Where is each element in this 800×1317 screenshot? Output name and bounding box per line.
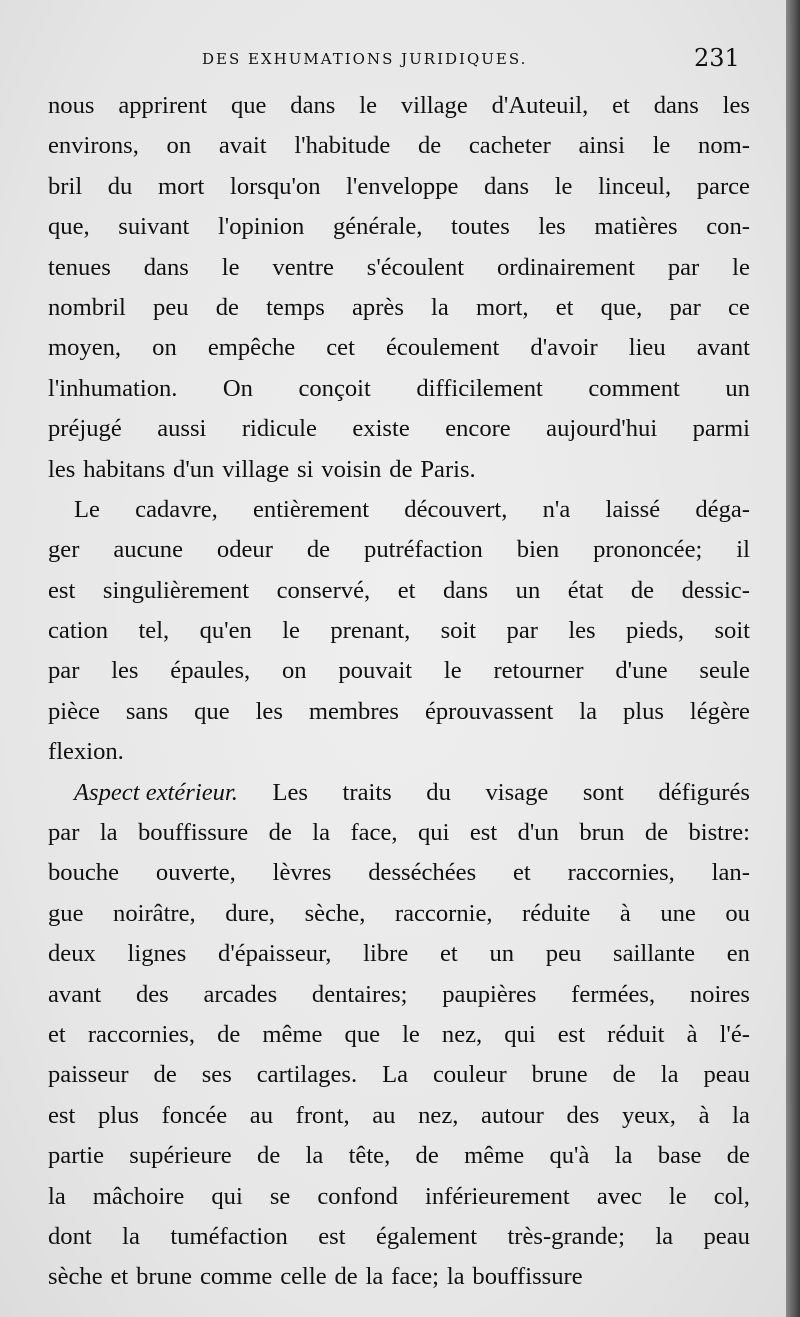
word: à bbox=[619, 899, 631, 927]
word: les bbox=[48, 455, 76, 483]
word: plus bbox=[622, 697, 664, 725]
word: n'a bbox=[542, 495, 571, 523]
word: générale, bbox=[332, 213, 423, 241]
word: face, bbox=[350, 819, 398, 847]
word: tuméfaction bbox=[170, 1222, 288, 1250]
word: réduite bbox=[522, 899, 591, 927]
text-line bbox=[48, 450, 750, 490]
word: Paris. bbox=[420, 455, 476, 483]
word: raccornies, bbox=[567, 859, 675, 887]
word: la bbox=[614, 1142, 633, 1170]
word: matières bbox=[594, 213, 678, 241]
word: base bbox=[657, 1142, 702, 1170]
word: l'enveloppe bbox=[346, 172, 459, 200]
word: ordinairement bbox=[496, 253, 635, 281]
word: toutes bbox=[451, 213, 510, 241]
word: le bbox=[221, 253, 240, 281]
word: que, bbox=[600, 293, 643, 321]
text-line bbox=[48, 369, 750, 409]
word: bistre: bbox=[688, 819, 750, 847]
word: parmi bbox=[692, 415, 750, 443]
word: après bbox=[352, 293, 404, 321]
text-line bbox=[48, 288, 750, 328]
word: avant bbox=[696, 334, 750, 362]
word: en bbox=[726, 940, 750, 968]
word: habitans bbox=[83, 455, 166, 483]
page-header bbox=[0, 44, 786, 80]
word: tenues bbox=[48, 253, 111, 281]
word: temps bbox=[266, 293, 325, 321]
word: est bbox=[318, 1222, 346, 1250]
word: le bbox=[443, 657, 462, 685]
text-line bbox=[48, 126, 750, 166]
word: d'épaisseur, bbox=[218, 940, 332, 968]
word: que bbox=[194, 697, 230, 725]
text-line bbox=[48, 651, 750, 691]
word: et bbox=[439, 940, 458, 968]
word: libre bbox=[363, 940, 409, 968]
paragraph bbox=[48, 490, 750, 773]
word: la bbox=[655, 1222, 674, 1250]
word: et bbox=[612, 92, 630, 119]
word: à bbox=[698, 1101, 710, 1129]
word: les bbox=[111, 657, 139, 685]
word: foncée bbox=[161, 1101, 228, 1129]
word: cet bbox=[326, 334, 355, 362]
word: difficilement bbox=[416, 374, 543, 402]
word: parce bbox=[696, 172, 750, 200]
word: avait bbox=[218, 132, 267, 160]
word: bril bbox=[48, 172, 83, 200]
word: la bbox=[312, 819, 331, 847]
word: traits bbox=[342, 778, 392, 806]
word: village bbox=[400, 92, 468, 119]
word: nombril bbox=[48, 293, 126, 321]
word: l'habitude bbox=[294, 132, 391, 160]
word: écoulement bbox=[386, 334, 500, 362]
text-line bbox=[48, 773, 750, 813]
word: comme bbox=[199, 1263, 273, 1291]
word: par bbox=[48, 657, 80, 685]
word: supérieure bbox=[129, 1142, 232, 1170]
text-line bbox=[48, 1055, 750, 1095]
word: l'opinion bbox=[217, 213, 305, 241]
word: flexion. bbox=[48, 738, 124, 766]
word: de bbox=[257, 1142, 281, 1170]
word: la bbox=[99, 819, 118, 847]
word: dentaires; bbox=[311, 980, 408, 1008]
word: dessic- bbox=[681, 576, 750, 604]
text-line bbox=[48, 1015, 750, 1055]
word: avant bbox=[48, 980, 102, 1008]
word: nom- bbox=[698, 132, 750, 160]
word: de bbox=[630, 576, 655, 604]
word: très-grande; bbox=[507, 1222, 625, 1250]
word: mort, bbox=[475, 293, 529, 321]
word: qui bbox=[211, 1182, 243, 1210]
word: singulièrement bbox=[102, 576, 250, 604]
word: voisin bbox=[321, 455, 382, 483]
word: pieds, bbox=[626, 617, 685, 645]
word: au bbox=[372, 1101, 396, 1129]
word: gue bbox=[48, 899, 84, 927]
word: la bbox=[365, 1263, 384, 1291]
word: état bbox=[567, 576, 604, 604]
word: s'écoulent bbox=[366, 253, 465, 281]
word: odeur bbox=[216, 536, 273, 564]
word: con- bbox=[706, 213, 750, 241]
word: est bbox=[48, 1101, 76, 1129]
word: est bbox=[48, 576, 76, 604]
word: ainsi bbox=[578, 132, 625, 160]
text-line bbox=[48, 248, 750, 288]
word: col, bbox=[713, 1182, 750, 1210]
word: le bbox=[282, 617, 300, 645]
word: front, bbox=[295, 1101, 350, 1129]
word: que bbox=[230, 92, 267, 119]
word: sèche bbox=[48, 1263, 103, 1291]
word: aucune bbox=[113, 536, 183, 564]
word: brune bbox=[136, 1263, 193, 1291]
word: une bbox=[660, 899, 696, 927]
word: lèvres bbox=[272, 859, 332, 887]
word: défigurés bbox=[658, 778, 750, 806]
word: peau bbox=[703, 1061, 750, 1089]
word: d'une bbox=[615, 657, 668, 685]
word: un bbox=[725, 374, 750, 402]
word: un bbox=[515, 576, 541, 604]
word: la bbox=[660, 1061, 679, 1089]
word: qu'à bbox=[549, 1142, 590, 1170]
text-line bbox=[48, 530, 750, 570]
word: la bbox=[732, 1101, 750, 1129]
word: mâchoire bbox=[92, 1182, 185, 1210]
word: réduit bbox=[607, 1020, 665, 1048]
word: on bbox=[281, 657, 307, 685]
word: les bbox=[255, 697, 283, 725]
word: suivant bbox=[118, 213, 190, 241]
word: deux bbox=[48, 940, 96, 968]
word: qui bbox=[417, 819, 450, 847]
word: le bbox=[359, 92, 377, 119]
word: apprirent bbox=[118, 92, 208, 119]
word: bien bbox=[516, 536, 560, 564]
word: lorsqu'on bbox=[229, 172, 321, 200]
word: noirâtre, bbox=[113, 899, 196, 927]
word: ce bbox=[728, 293, 750, 321]
word: nez, bbox=[418, 1101, 459, 1129]
word: épaules, bbox=[170, 657, 251, 685]
word: mort bbox=[157, 172, 205, 200]
word: lignes bbox=[127, 940, 187, 968]
word: village bbox=[222, 455, 290, 483]
word: des bbox=[566, 1101, 600, 1129]
word: ventre bbox=[272, 253, 334, 281]
word: linceul, bbox=[598, 172, 672, 200]
word: conçoit bbox=[298, 374, 371, 402]
word: bouche bbox=[48, 859, 120, 887]
word: d'un bbox=[173, 455, 215, 483]
word: dans bbox=[443, 576, 489, 604]
word: que, bbox=[48, 213, 90, 241]
word: putréfaction bbox=[364, 536, 483, 564]
word: lan- bbox=[711, 859, 750, 887]
word: des bbox=[135, 980, 169, 1008]
word: et bbox=[48, 1020, 66, 1048]
word: de bbox=[306, 536, 331, 564]
word: cartilages. bbox=[256, 1061, 358, 1089]
word: prenant, bbox=[330, 617, 411, 645]
word: visage bbox=[485, 778, 549, 806]
word: sèche, bbox=[304, 899, 366, 927]
word: la bbox=[305, 1142, 324, 1170]
word: seule bbox=[699, 657, 750, 685]
word: du bbox=[107, 172, 133, 200]
word: moyen, bbox=[48, 334, 122, 362]
word: bouffissure bbox=[472, 1263, 583, 1291]
text-line bbox=[48, 611, 750, 651]
word: desséchées bbox=[368, 859, 477, 887]
word: avec bbox=[596, 1182, 642, 1210]
word: par bbox=[667, 253, 700, 281]
word: dont bbox=[48, 1222, 92, 1250]
word: raccornies, bbox=[87, 1020, 196, 1048]
word: légère bbox=[689, 697, 750, 725]
word: encore bbox=[445, 415, 511, 443]
text-line bbox=[48, 207, 750, 247]
page-edge-shadow bbox=[786, 0, 800, 1317]
word: les bbox=[568, 617, 596, 645]
text-line bbox=[48, 853, 750, 893]
word: On bbox=[222, 374, 253, 402]
word: peu bbox=[153, 293, 189, 321]
page-number: 231 bbox=[694, 44, 740, 72]
word: bouffissure bbox=[138, 819, 249, 847]
word: par bbox=[48, 819, 80, 847]
word: la bbox=[446, 1263, 465, 1291]
word: saillante bbox=[613, 940, 695, 968]
word: découvert, bbox=[404, 495, 508, 523]
text-line bbox=[48, 894, 750, 934]
word: se bbox=[269, 1182, 291, 1210]
text-line bbox=[48, 975, 750, 1015]
word: plus bbox=[97, 1101, 139, 1129]
word: on bbox=[152, 334, 177, 362]
word: éprouvassent bbox=[424, 697, 554, 725]
word: est bbox=[557, 1020, 586, 1048]
word: comment bbox=[588, 374, 680, 402]
word: à bbox=[686, 1020, 698, 1048]
word: les bbox=[538, 213, 566, 241]
word: la bbox=[579, 697, 598, 725]
text-line bbox=[48, 328, 750, 368]
word: l'inhumation. bbox=[48, 374, 178, 402]
text-line bbox=[48, 167, 750, 207]
word: lieu bbox=[628, 334, 666, 362]
word: nez, bbox=[441, 1020, 483, 1048]
word: l'é- bbox=[719, 1020, 750, 1048]
word: face; bbox=[391, 1263, 439, 1291]
word: cadavre, bbox=[135, 495, 218, 523]
text-line bbox=[48, 409, 750, 449]
word: fermées, bbox=[571, 980, 656, 1008]
word: cacheter bbox=[468, 132, 551, 160]
word: Le bbox=[74, 495, 100, 523]
word: sont bbox=[582, 778, 624, 806]
word: est bbox=[469, 819, 498, 847]
word: dans bbox=[290, 92, 336, 119]
word: de bbox=[217, 1020, 241, 1048]
word: du bbox=[426, 778, 451, 806]
word: de bbox=[153, 1061, 177, 1089]
word: paupières bbox=[442, 980, 537, 1008]
word: celle bbox=[280, 1263, 327, 1291]
word: existe bbox=[352, 415, 410, 443]
word: conservé, bbox=[276, 576, 371, 604]
word: Les bbox=[272, 778, 308, 806]
word: soit bbox=[714, 617, 750, 645]
word: la bbox=[431, 293, 449, 321]
paragraph bbox=[48, 773, 750, 1298]
word: sans bbox=[125, 697, 169, 725]
word: retourner bbox=[493, 657, 584, 685]
word: on bbox=[166, 132, 192, 160]
word: le bbox=[402, 1020, 420, 1048]
word: par bbox=[506, 617, 538, 645]
word: il bbox=[736, 536, 750, 564]
word: environs, bbox=[48, 132, 139, 160]
word: de bbox=[215, 293, 239, 321]
text-line bbox=[48, 934, 750, 974]
word: et bbox=[397, 576, 416, 604]
word: tête, bbox=[348, 1142, 391, 1170]
word: dans bbox=[143, 253, 189, 281]
word: de bbox=[334, 1263, 358, 1291]
word: de bbox=[389, 455, 413, 483]
word: d'Auteuil, bbox=[491, 92, 589, 119]
word: et bbox=[513, 859, 531, 887]
word: la bbox=[122, 1222, 140, 1250]
word: même bbox=[262, 1020, 323, 1048]
word: et bbox=[555, 293, 574, 321]
word: au bbox=[249, 1101, 274, 1129]
word: autour bbox=[481, 1101, 544, 1129]
word: peu bbox=[545, 940, 582, 968]
word: qui bbox=[504, 1020, 536, 1048]
text-line bbox=[48, 1136, 750, 1176]
text-line bbox=[48, 1096, 750, 1136]
word: ou bbox=[725, 899, 750, 927]
text-line bbox=[48, 692, 750, 732]
word: brun bbox=[579, 819, 625, 847]
word: nous bbox=[48, 92, 95, 119]
word: paisseur bbox=[48, 1061, 129, 1089]
word: noires bbox=[689, 980, 750, 1008]
word: laissé bbox=[605, 495, 661, 523]
word: le bbox=[668, 1182, 687, 1210]
paragraph bbox=[48, 86, 750, 490]
word: les bbox=[722, 92, 750, 119]
word: et bbox=[110, 1263, 129, 1291]
word: La bbox=[382, 1061, 409, 1089]
section-lead: Aspect extérieur. bbox=[74, 778, 238, 806]
word: le bbox=[652, 132, 671, 160]
text-line bbox=[48, 1217, 750, 1257]
word: soit bbox=[440, 617, 477, 645]
word: brune bbox=[531, 1061, 588, 1089]
word: aujourd'hui bbox=[546, 415, 658, 443]
word: dans bbox=[484, 172, 530, 200]
word: ger bbox=[48, 536, 80, 564]
word: déga- bbox=[695, 495, 750, 523]
word: de bbox=[268, 819, 292, 847]
word: le bbox=[554, 172, 573, 200]
text-line bbox=[48, 813, 750, 853]
word: membres bbox=[308, 697, 399, 725]
word: de bbox=[644, 819, 669, 847]
text-line bbox=[48, 571, 750, 611]
word: empêche bbox=[207, 334, 296, 362]
text-line bbox=[48, 490, 750, 530]
word: peau bbox=[703, 1222, 750, 1250]
word: ridicule bbox=[241, 415, 317, 443]
word: pouvait bbox=[338, 657, 413, 685]
text-line bbox=[48, 732, 750, 772]
word: arcades bbox=[203, 980, 278, 1008]
word: ses bbox=[201, 1061, 232, 1089]
word: même bbox=[464, 1142, 525, 1170]
running-title: DES EXHUMATIONS JURIDIQUES. bbox=[202, 50, 528, 68]
word: cation bbox=[48, 617, 109, 645]
word: préjugé bbox=[48, 415, 122, 443]
word: pièce bbox=[48, 697, 100, 725]
word: tel, bbox=[138, 617, 170, 645]
text-line bbox=[48, 1257, 750, 1297]
word: de bbox=[417, 132, 442, 160]
word: aussi bbox=[157, 415, 207, 443]
word: prononcée; bbox=[593, 536, 703, 564]
word: également bbox=[375, 1222, 478, 1250]
word: yeux, bbox=[621, 1101, 676, 1129]
word: raccornie, bbox=[394, 899, 493, 927]
text-line bbox=[48, 86, 750, 126]
word: un bbox=[489, 940, 515, 968]
word: qu'en bbox=[199, 617, 252, 645]
word: par bbox=[669, 293, 701, 321]
word: partie bbox=[48, 1142, 104, 1170]
word: entièrement bbox=[253, 495, 370, 523]
word: inférieurement bbox=[425, 1182, 570, 1210]
word: couleur bbox=[432, 1061, 507, 1089]
word: dure, bbox=[225, 899, 276, 927]
word: de bbox=[726, 1142, 750, 1170]
word: ouverte, bbox=[155, 859, 236, 887]
word: le bbox=[732, 253, 750, 281]
word: confond bbox=[317, 1182, 398, 1210]
word: d'un bbox=[517, 819, 559, 847]
word: dans bbox=[653, 92, 699, 119]
word: de bbox=[415, 1142, 439, 1170]
body-text bbox=[48, 86, 750, 1298]
text-line bbox=[48, 1177, 750, 1217]
word: que bbox=[344, 1020, 381, 1048]
word: d'avoir bbox=[530, 334, 598, 362]
word: de bbox=[612, 1061, 636, 1089]
word: si bbox=[297, 455, 314, 483]
word: la bbox=[48, 1182, 66, 1210]
